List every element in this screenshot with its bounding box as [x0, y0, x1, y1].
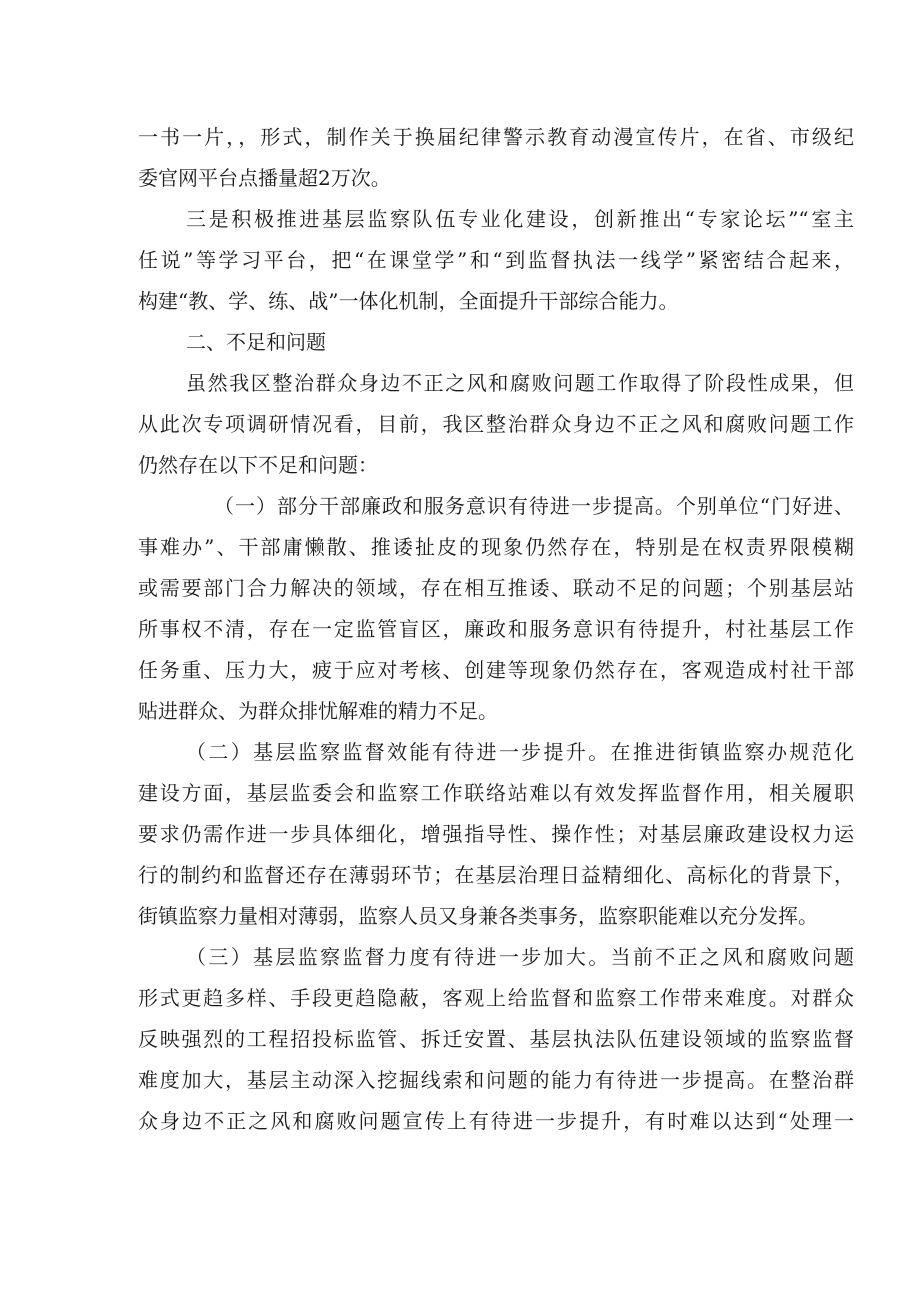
text-line: （一）部分干部廉政和服务意识有待进一步提高。个别单位“门好进、 [214, 494, 854, 518]
text-line: 贴进群众、为群众排忧解难的精力不足。 [138, 699, 498, 723]
text-line: （三）基层监察监督力度有待进一步加大。当前不正之风和腐败问题 [186, 945, 854, 969]
document-body [138, 117, 854, 1142]
text-line: 事难办”、干部庸懒散、推诿扯皮的现象仍然存在，特别是在权责界限模糊 [138, 535, 854, 559]
paragraph-issue-2 [138, 732, 854, 937]
paragraph-issue-3 [138, 937, 854, 1142]
text-line: 虽然我区整治群众身边不正之风和腐败问题工作取得了阶段性成果，但 [186, 371, 854, 395]
text-line: 行的制约和监督还存在薄弱环节；在基层治理日益精细化、高标化的背景下， [138, 863, 854, 887]
text-line: 任说”等学习平台，把“在课堂学”和“到监督执法一线学”紧密结合起来， [138, 248, 854, 272]
heading-text: 二、不足和问题 [186, 330, 326, 354]
text-line: 构建“教、学、练、战”一体化机制，全面提升干部综合能力。 [138, 289, 679, 313]
text-line: 反映强烈的工程招投标监管、拆迁安置、基层执法队伍建设领域的监察监督 [138, 1027, 854, 1051]
text-line: 或需要部门合力解决的领域，存在相互推诿、联动不足的问题；个别基层站 [138, 576, 854, 600]
section-heading [138, 322, 854, 363]
text-line: （二）基层监察监督效能有待进一步提升。在推进街镇监察办规范化 [186, 740, 854, 764]
text-line: 一书一片，，形式，制作关于换届纪律警示教育动漫宣传片，在省、市级纪 [138, 125, 854, 149]
text-line: 任务重、压力大，疲于应对考核、创建等现象仍然存在，客观造成村社干部 [138, 658, 854, 682]
text-line: 从此次专项调研情况看，目前，我区整治群众身边不正之风和腐败问题工作 [138, 412, 854, 436]
text-line: 三是积极推进基层监察队伍专业化建设，创新推出“专家论坛”“室主 [186, 207, 854, 231]
paragraph-team-building [138, 199, 854, 322]
text-line: 仍然存在以下不足和问题： [138, 453, 378, 477]
text-line: 形式更趋多样、手段更趋隐蔽，客观上给监督和监察工作带来难度。对群众 [138, 986, 854, 1010]
paragraph-continuation [138, 117, 854, 199]
text-line: 所事权不清，存在一定监管盲区，廉政和服务意识有待提升，村社基层工作 [138, 617, 854, 641]
text-line: 建设方面，基层监委会和监察工作联络站难以有效发挥监督作用，相关履职 [138, 781, 854, 805]
text-line: 街镇监察力量相对薄弱，监察人员又身兼各类事务，监察职能难以充分发挥。 [138, 904, 818, 928]
text-line: 要求仍需作进一步具体细化，增强指导性、操作性；对基层廉政建设权力运 [138, 822, 854, 846]
text-line: 委官网平台点播量超2万次。 [138, 166, 391, 190]
paragraph-issue-1 [138, 486, 854, 732]
paragraph-intro [138, 363, 854, 486]
text-line: 众身边不正之风和腐败问题宣传上有待进一步提升，有时难以达到“处理一 [138, 1109, 854, 1133]
text-line: 难度加大，基层主动深入挖掘线索和问题的能力有待进一步提高。在整治群 [138, 1068, 854, 1092]
